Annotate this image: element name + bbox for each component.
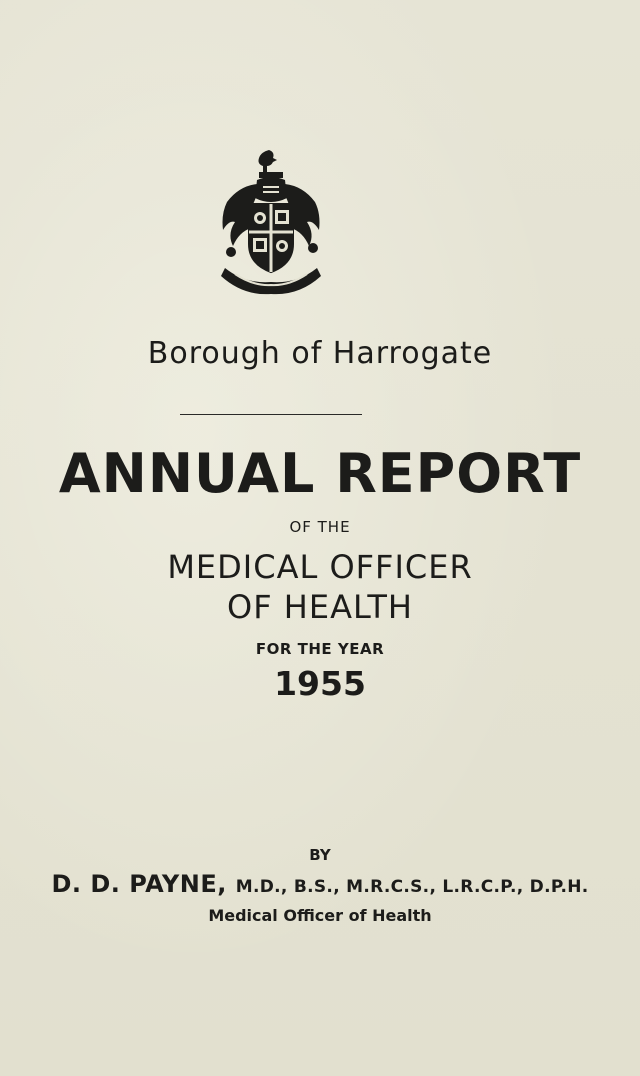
author-line: [0, 870, 640, 898]
for-the-year-text: FOR THE YEAR: [255, 640, 385, 658]
report-title: ANNUAL REPORT: [58, 442, 582, 505]
office-title-line-2: OF HEALTH: [227, 588, 413, 626]
office-title-line-1: MEDICAL OFFICER: [167, 548, 473, 586]
borough-name: Borough of Harrogate: [147, 336, 493, 371]
by-text: BY: [309, 846, 331, 864]
report-year: 1955: [274, 664, 366, 703]
author-name: D. D. PAYNE,: [51, 870, 227, 898]
of-the-text: OF THE: [289, 518, 351, 536]
author-qualifications: M.D., B.S., M.R.C.S., L.R.C.P., D.P.H.: [235, 877, 589, 897]
coat-of-arms-icon: [215, 148, 327, 300]
divider-rule: [180, 414, 362, 415]
author-role: Medical Officer of Health: [208, 906, 432, 925]
